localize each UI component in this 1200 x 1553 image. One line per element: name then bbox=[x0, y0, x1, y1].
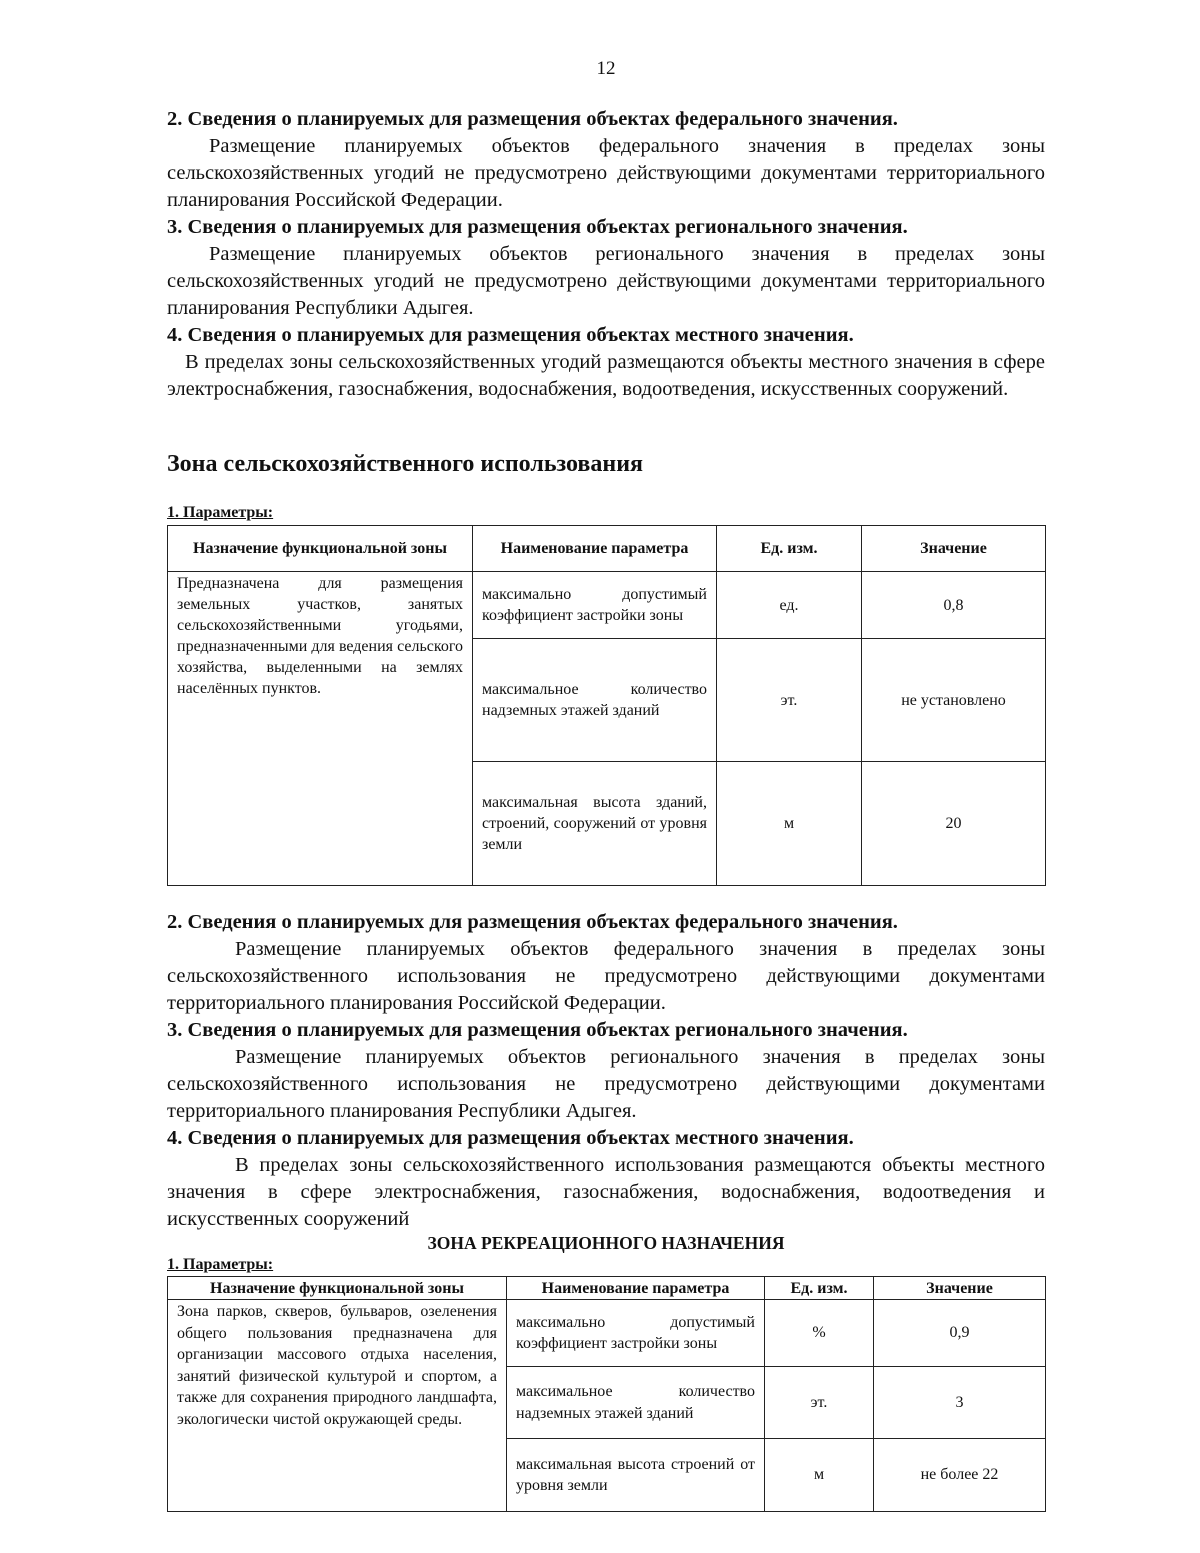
zone-title-agri-use: Зона сельскохозяйственного использования bbox=[167, 451, 644, 477]
param-cell: максимальное количество надземных этажей зданий bbox=[473, 639, 717, 762]
federal-objects-heading: 2. Сведения о планируемых для размещения объектах федерального значения. bbox=[167, 911, 898, 933]
regional-objects-heading: 3. Сведения о планируемых для размещения объектах регионального значения. bbox=[167, 216, 908, 238]
page-number: 12 bbox=[596, 58, 616, 79]
value-cell: 0,9 bbox=[874, 1300, 1046, 1367]
unit-cell: % bbox=[765, 1300, 874, 1367]
header-unit: Ед. изм. bbox=[717, 526, 862, 572]
params-label: 1. Параметры: bbox=[167, 504, 274, 521]
header-param-name: Наименование параметра bbox=[507, 1277, 765, 1300]
unit-cell: м bbox=[717, 762, 862, 886]
regional-objects-heading: 3. Сведения о планируемых для размещения объектах регионального значения. bbox=[167, 1019, 908, 1041]
param-cell: максимальное количество надземных этажей зданий bbox=[507, 1367, 765, 1439]
header-param-name: Наименование параметра bbox=[473, 526, 717, 572]
value-cell: не установлено bbox=[862, 639, 1046, 762]
recreation-params-table bbox=[167, 1276, 1046, 1512]
param-cell: максимальная высота строений от уровня земли bbox=[507, 1439, 765, 1512]
federal-objects-text: Размещение планируемых объектов федерального значения в пределах зоны сельскохозяйственного использования не предусмотрено действующими документами территориального планирования Российской Федерации. bbox=[167, 938, 1045, 1014]
value-cell: 3 bbox=[874, 1367, 1046, 1439]
param-cell: максимальная высота зданий, строений, сооружений от уровня земли bbox=[473, 762, 717, 886]
params-label: 1. Параметры: bbox=[167, 1256, 274, 1273]
zone-purpose-cell: Предназначена для размещения земельных участков, занятых сельскохозяйственными угодьями, предназначенными для ведения сельского хозяйства, выделенными на землях населённых пунктов. bbox=[168, 572, 473, 886]
param-cell: максимально допустимый коэффициент застройки зоны bbox=[507, 1300, 765, 1367]
header-zone-purpose: Назначение функциональной зоны bbox=[168, 1277, 507, 1300]
value-cell: не более 22 bbox=[874, 1439, 1046, 1512]
regional-objects-text: Размещение планируемых объектов регионального значения в пределах зоны сельскохозяйственных угодий не предусмотрено действующими документами территориального планирования Республики Адыгея. bbox=[167, 243, 1045, 319]
unit-cell: эт. bbox=[717, 639, 862, 762]
zone-title-recreation: ЗОНА РЕКРЕАЦИОННОГО НАЗНАЧЕНИЯ bbox=[427, 1233, 785, 1253]
header-value: Значение bbox=[862, 526, 1046, 572]
param-cell: максимально допустимый коэффициент застройки зоны bbox=[473, 572, 717, 639]
federal-objects-heading: 2. Сведения о планируемых для размещения объектах федерального значения. bbox=[167, 108, 898, 130]
federal-objects-text: Размещение планируемых объектов федерального значения в пределах зоны сельскохозяйственных угодий не предусмотрено действующими документами территориального планирования Российской Федерации. bbox=[167, 135, 1045, 211]
table-row bbox=[168, 1300, 1046, 1367]
value-cell: 0,8 bbox=[862, 572, 1046, 639]
zone-purpose-cell: Зона парков, скверов, бульваров, озеленения общего пользования предназначена для организации массового отдыха населения, занятий физической культурой и спортом, а также для сохранения природного ландшафта, экологически чистой окружающей среды. bbox=[168, 1300, 507, 1512]
header-unit: Ед. изм. bbox=[765, 1277, 874, 1300]
table-row bbox=[168, 572, 1046, 639]
table-header-row bbox=[168, 526, 1046, 572]
local-objects-text: В пределах зоны сельскохозяйственного использования размещаются объекты местного значения в сфере электроснабжения, газоснабжения, водоснабжения, водоотведения и искусственных сооружений bbox=[167, 1154, 1045, 1230]
value-cell: 20 bbox=[862, 762, 1046, 886]
local-objects-heading: 4. Сведения о планируемых для размещения объектах местного значения. bbox=[167, 324, 854, 346]
header-zone-purpose: Назначение функциональной зоны bbox=[168, 526, 473, 572]
unit-cell: м bbox=[765, 1439, 874, 1512]
agri-use-params-table bbox=[167, 525, 1046, 886]
local-objects-heading: 4. Сведения о планируемых для размещения объектах местного значения. bbox=[167, 1127, 854, 1149]
table-header-row bbox=[168, 1277, 1046, 1300]
regional-objects-text: Размещение планируемых объектов регионального значения в пределах зоны сельскохозяйственного использования не предусмотрено действующими документами территориального планирования Республики Адыгея. bbox=[167, 1046, 1045, 1122]
unit-cell: ед. bbox=[717, 572, 862, 639]
header-value: Значение bbox=[874, 1277, 1046, 1300]
local-objects-text: В пределах зоны сельскохозяйственных угодий размещаются объекты местного значения в сфере электроснабжения, газоснабжения, водоснабжения, водоотведения, искусственных сооружений. bbox=[167, 351, 1045, 400]
unit-cell: эт. bbox=[765, 1367, 874, 1439]
